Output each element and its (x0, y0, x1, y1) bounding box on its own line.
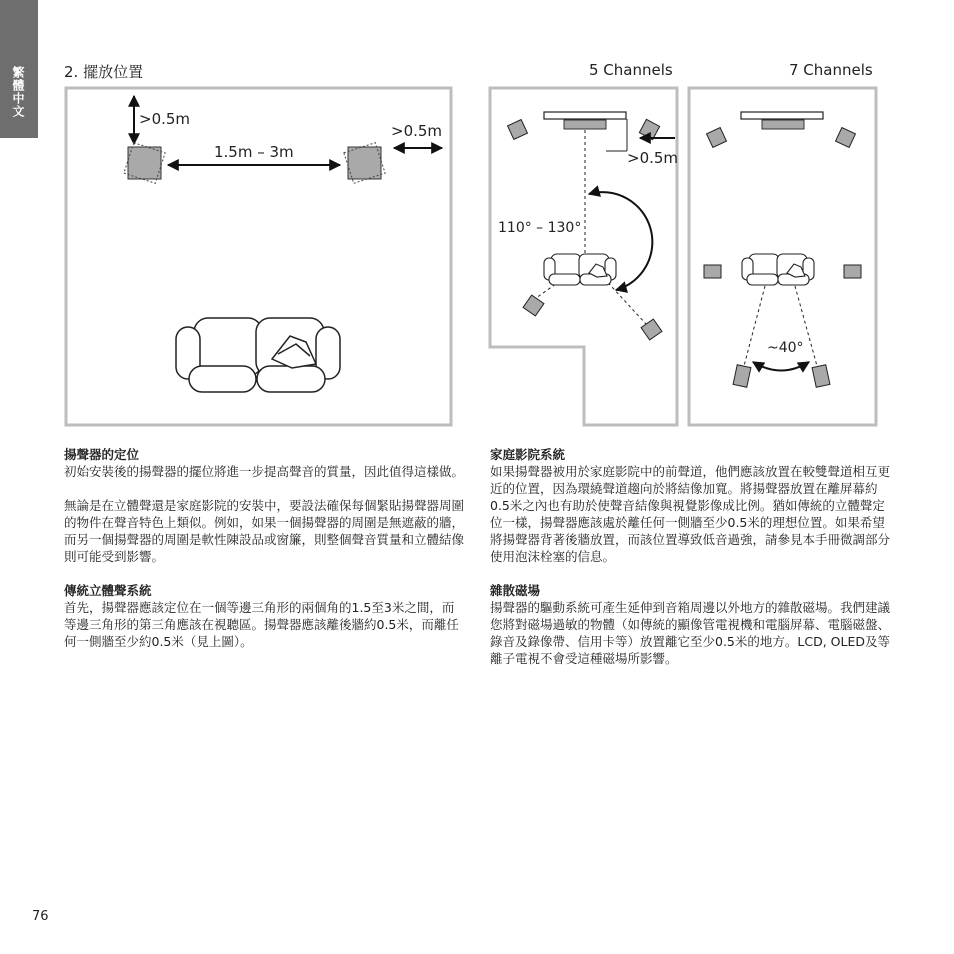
centre-speaker (762, 120, 804, 129)
spread-label: 1.5m – 3m (214, 143, 294, 161)
surround-right-speaker (641, 319, 662, 340)
rear-angle-label: ~40° (767, 340, 804, 356)
angle-label: 110° – 130° (498, 220, 582, 236)
page-number: 76 (32, 909, 49, 924)
right-column (490, 446, 890, 667)
screen (741, 112, 823, 119)
sofa (176, 318, 340, 392)
front-left-speaker (707, 128, 727, 148)
stereo-diagram (64, 86, 454, 428)
five-channels-label: 5 Channels (589, 61, 673, 79)
top-distance-label: >0.5m (139, 110, 191, 128)
language-tab-label: 繁體中文 (11, 66, 25, 118)
paragraph: 首先，揚聲器應該定位在一個等邊三角形的兩個角的1.5至3米之間，而等邊三角形的第三角應該在視聽區。揚聲器應該離後牆約0.5米，而離任何一側牆至少約0.5米（見上圖）。 (64, 600, 459, 649)
rear-right-speaker (812, 365, 830, 387)
rear-angle-arc (753, 362, 809, 371)
front-left-speaker (508, 120, 528, 140)
paragraph: 初始安裝後的揚聲器的擺位將進一步提高聲音的質量，因此值得這樣做。 (64, 464, 465, 479)
front-right-speaker (836, 128, 856, 148)
sofa (544, 254, 616, 285)
heading-home-theatre: 家庭影院系統 (490, 447, 566, 462)
surround-left-speaker (523, 295, 544, 316)
left-column (64, 446, 464, 650)
language-tab (0, 0, 38, 138)
heading-stereo-system: 傳統立體聲系統 (64, 583, 152, 598)
heading-speaker-positioning: 揚聲器的定位 (64, 447, 140, 462)
rear-left-speaker (733, 365, 751, 387)
front-right-speaker (639, 119, 659, 139)
left-speaker (124, 143, 165, 184)
seven-channel-diagram (687, 86, 879, 428)
screen (544, 112, 626, 119)
side-left-speaker (704, 265, 721, 278)
heading-stray-magnetic-fields: 雜散磁場 (490, 583, 541, 598)
right-speaker (344, 143, 385, 184)
seven-channels-label: 7 Channels (789, 61, 873, 79)
section-title: 2. 擺放位置 (64, 63, 144, 81)
paragraph: 如果揚聲器被用於家庭影院中的前聲道，他們應該放置在較雙聲道相互更近的位置，因為環繞聲道趨向於將結像加寬。將揚聲器放置在離屏幕約0.5米之內也有助於使聲音結像與視覺影像成比例。猶如傳統的立體聲定位一樣，揚聲器應該處於離任何一側牆至少0.5米的理想位置。如果希望將揚聲器背著後牆放置，而該位置導致低音過強，請參見本手冊微調部分使用泡沫栓塞的信息。 (490, 464, 891, 564)
wall-distance-label: >0.5m (627, 149, 679, 167)
sofa (742, 254, 814, 285)
paragraph: 揚聲器的驅動系統可產生延伸到音箱周邊以外地方的雜散磁場。我們建議您將對磁場過敏的物體（如傳統的顯像管電視機和電腦屏幕、電腦磁盤、錄音及錄像帶、信用卡等）放置離它至少0.5米的地方。LCD, OLED及等離子電視不會受這種磁場所影響。 (490, 600, 891, 666)
side-right-speaker (844, 265, 861, 278)
five-channel-diagram (488, 86, 680, 428)
centre-speaker (564, 120, 606, 129)
paragraph: 無論是在立體聲還是家庭影院的安裝中，要設法確保每個緊貼揚聲器周圍的物件在聲音特色上類似。例如，如果一個揚聲器的周圍是無遮蔽的牆，而另一個揚聲器的周圍是軟性陳設品或窗簾，則整個聲音質量和立體結像則可能受到影響。 (64, 498, 465, 564)
side-distance-label: >0.5m (391, 122, 443, 140)
